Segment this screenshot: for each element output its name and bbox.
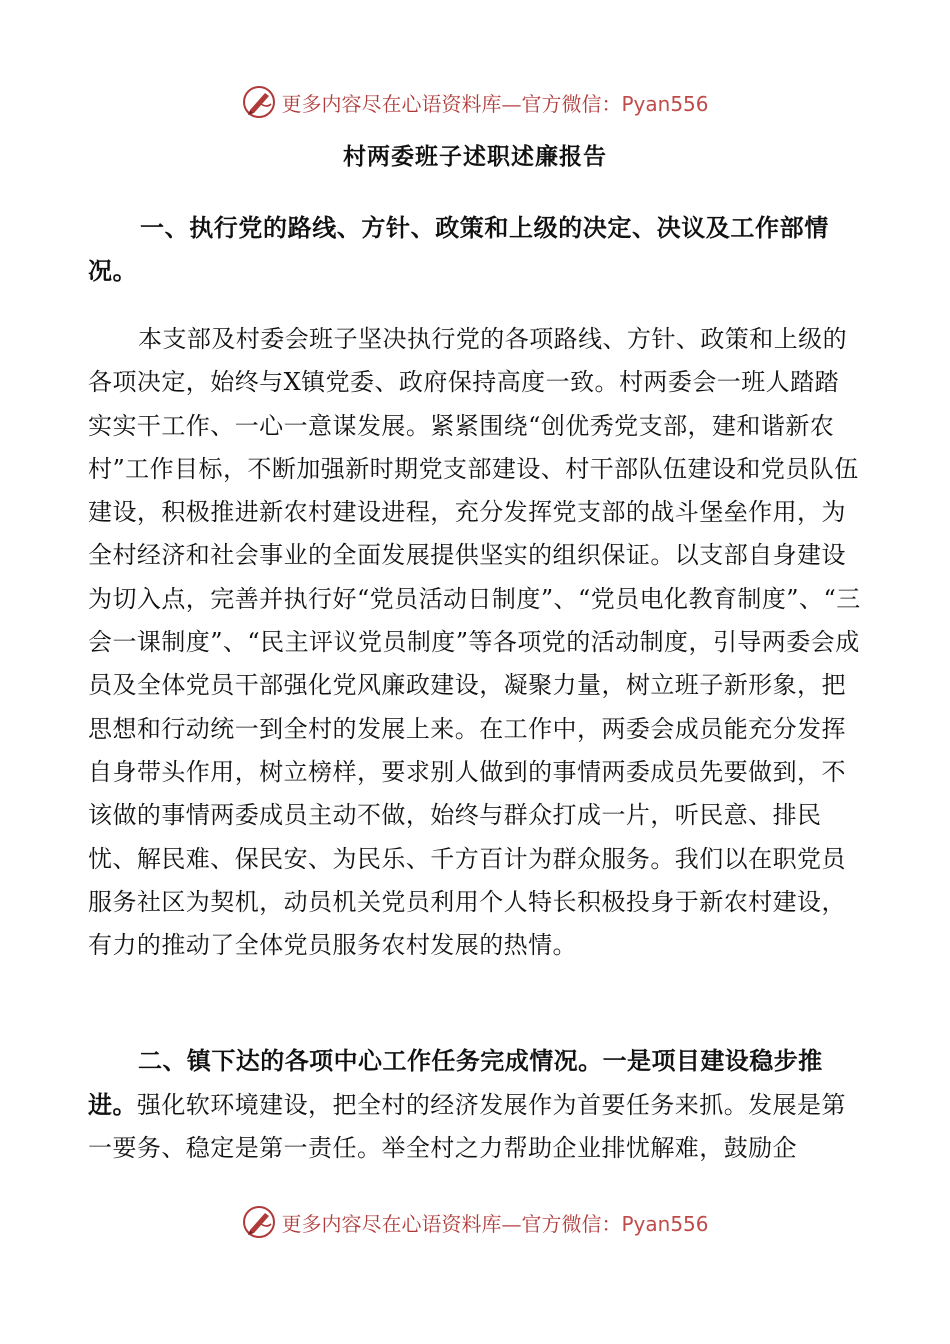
watermark-wechat-id: Pyan556 [621,1211,709,1236]
pen-logo-icon [241,84,277,120]
watermark-text [281,88,708,117]
section-2-subheading: 一是项目建设稳步推进。 [88,1046,823,1119]
section-2-body: 强化软环境建设，把全村的经济发展作为首要任务来抓。发展是第一要务、稳定是第一责任。举全村之力帮助企业排忧解难，鼓励企 [88,1091,846,1162]
watermark-text [281,1208,708,1237]
section-1-body: 本支部及村委会班子坚决执行党的各项路线、方针、政策和上级的各项决定，始终与X镇党委、政府保持高度一致。村两委会一班人踏踏实实干工作、一心一意谋发展。紧紧围绕“创优秀党支部，建和谐新农村”工作目标，不断加强新时期党支部建设、村干部队伍建设和党员队伍建设，积极推进新农村建设进程，充分发挥党支部的战斗堡垒作用，为全村经济和社会事业的全面发展提供坚实的组织保证。以支部自身建设为切入点，完善并执行好“党员活动日制度”、“党员电化教育制度”、“三会一课制度”、“民主评议党员制度”等各项党的活动制度，引导两委会成员及全体党员干部强化党风廉政建设，凝聚力量，树立班子新形象，把思想和行动统一到全村的发展上来。在工作中，两委会成员能充分发挥自身带头作用，树立榜样，要求别人做到的事情两委成员先要做到，不该做的事情两委成员主动不做，始终与群众打成一片，听民意、排民忧、解民难、保民安、为民乐、千方百计为群众服务。我们以在职党员服务社区为契机，动员机关党员利用个人特长积极投身于新农村建设，有力的推动了全体党员服务农村发展的热情。 [88,325,861,960]
watermark-header [0,82,950,122]
watermark-text-cn: 更多内容尽在心语资料库—官方微信： [281,1211,622,1236]
pen-logo-icon [241,1204,277,1240]
section-2-heading: 二、镇下达的各项中心工作任务完成情况。 [138,1046,603,1075]
watermark-wechat-id: Pyan556 [621,91,709,116]
section-2-paragraph [88,1039,858,1170]
section-1-heading: 一、执行党的路线、方针、政策和上级的决定、决议及工作部情况。 [88,213,829,285]
document-title: 村两委班子述职述廉报告 [343,143,607,170]
watermark-footer [0,1202,950,1242]
watermark-text-cn: 更多内容尽在心语资料库—官方微信： [281,91,622,116]
